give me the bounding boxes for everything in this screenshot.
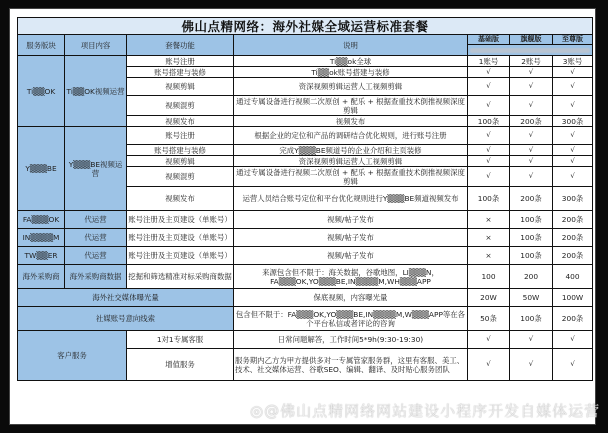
project-cell: 代运营 [65,229,127,247]
table-row [18,307,593,331]
value-premium: √ [553,349,593,381]
value-premium: √ [553,67,593,78]
feature-cell: 账号注册及主页建设（单账号） [127,211,234,229]
block-instagram: IN▒▒▒▒M [18,229,65,247]
value-premium: √ [553,156,593,167]
watermark-text: ◎@佛山点精网络网站建设小程序开发自媒体运营 [250,402,601,420]
value-flagship: √ [510,78,553,96]
desc-cell: 运营人员结合账号定位和平台优化规则进行Y▒▒▒BE频道视频发布 [234,187,468,211]
value-flagship: 50W [510,289,553,307]
feature-cell: 账号注册及主页建设（单账号） [127,247,234,265]
desc-cell: 通过专属设备进行视频二次原创 + 配乐 + 根据查重技术倒推视频深度剪辑 [234,96,468,116]
table-row [18,289,593,307]
table-row [18,211,593,229]
value-premium: √ [553,78,593,96]
block-overseas-buyers: 海外采购商 [18,265,65,289]
table-row [18,229,593,247]
value-premium: 3账号 [553,56,593,67]
desc-cell: 保底视频，内容曝光量 [234,289,468,307]
value-basic: √ [468,145,510,156]
desc-cell: Ti▒▒ok全球 [234,56,468,67]
header-tier-premium: 至尊版 [553,35,593,45]
project-youtube: Y▒▒▒BE视频运营 [65,127,127,211]
block-customer-service: 客户服务 [18,331,127,381]
header-description: 说明 [234,35,468,56]
value-basic: 100 [468,265,510,289]
page-title: 佛山点精网络：海外社媒全域运营标准套餐 [18,18,593,35]
value-basic: × [468,211,510,229]
value-basic: √ [468,96,510,116]
value-basic: √ [468,331,510,349]
desc-cell: 服务期内乙方为甲方提供多对一专属管家服务群，这里有客服、美工、技术、社交媒体运营、谷歌SEO、编辑、翻译、及时贴心服务团队 [234,349,468,381]
desc-cell: 视频/帖子发布 [234,247,468,265]
value-basic: 20W [468,289,510,307]
value-flagship: √ [510,67,553,78]
value-basic: × [468,247,510,265]
feature-cell: 账号注册 [127,127,234,145]
value-flagship: √ [510,349,553,381]
value-premium: √ [553,145,593,156]
value-premium: 200条 [553,211,593,229]
value-flagship: √ [510,145,553,156]
value-basic: √ [468,167,510,187]
desc-cell: 资深视频剪辑运营人工视频剪辑 [234,78,468,96]
desc-cell: 完成Y▒▒▒BE频道号的企业介绍和主页装修 [234,145,468,156]
value-premium: 200条 [553,229,593,247]
block-facebook: FA▒▒▒OK [18,211,65,229]
desc-cell: 日常问题解答，工作时间5*9h(9:30-19:30) [234,331,468,349]
value-premium: √ [553,167,593,187]
value-basic: 1账号 [468,56,510,67]
feature-cell: 视频发布 [127,187,234,211]
value-flagship: 200条 [510,116,553,127]
desc-cell: 通过专属设备进行视频二次原创 + 配乐 + 根据查重技术倒推视频深度剪辑 [234,167,468,187]
desc-cell: 视频/帖子发布 [234,211,468,229]
header-tier-price-blurred [468,45,593,56]
value-flagship: √ [510,331,553,349]
feature-cell: 账号注册 [127,56,234,67]
desc-cell: Ti▒▒ok账号搭建与装修 [234,67,468,78]
table-row [18,56,593,67]
header-tier-basic: 基础版 [468,35,510,45]
value-basic: 50条 [468,307,510,331]
value-flagship: √ [510,127,553,145]
value-basic: × [468,229,510,247]
value-basic: 100条 [468,187,510,211]
value-basic: √ [468,156,510,167]
label-leads: 社媒账号意向线索 [18,307,234,331]
project-cell: 代运营 [65,247,127,265]
value-premium: 200条 [553,247,593,265]
header-feature: 套餐功能 [127,35,234,56]
value-flagship: √ [510,156,553,167]
feature-cell: 视频剪辑 [127,78,234,96]
block-tiktok: Ti▒▒OK [18,56,65,127]
feature-cell: 增值服务 [127,349,234,381]
project-tiktok: Ti▒▒OK视频运营 [65,56,127,127]
feature-cell: 挖掘和筛选精准对标采购商数据 [127,265,234,289]
value-premium: √ [553,331,593,349]
value-basic: 100条 [468,116,510,127]
desc-cell: 视频/帖子发布 [234,229,468,247]
value-basic: √ [468,349,510,381]
value-premium: 300条 [553,116,593,127]
package-table [17,17,593,381]
value-premium: √ [553,127,593,145]
table-row [18,247,593,265]
table-row [18,331,593,349]
desc-cell: 来源包含但不限于：海关数据，谷歌地图，LI▒▒▒N，FA▒▒▒OK,YO▒▒▒BE,IN▒▒▒▒M,WH▒▒▒APP [234,265,468,289]
feature-cell: 账号注册及主页建设（单账号） [127,229,234,247]
feature-cell: 账号搭建与装修 [127,67,234,78]
value-premium: √ [553,96,593,116]
value-flagship: 100条 [510,211,553,229]
value-flagship: 100条 [510,247,553,265]
table-row [18,265,593,289]
feature-cell: 视频发布 [127,116,234,127]
desc-cell: 视频发布 [234,116,468,127]
feature-cell: 视频混剪 [127,96,234,116]
header-service-block: 服务版块 [18,35,65,56]
project-cell: 代运营 [65,211,127,229]
value-flagship: √ [510,96,553,116]
value-flagship: 2账号 [510,56,553,67]
value-flagship: √ [510,167,553,187]
label-exposure: 海外社交媒体曝光量 [18,289,234,307]
desc-cell: 资深视频剪辑运营人工视频剪辑 [234,156,468,167]
feature-cell: 1对1专属客服 [127,331,234,349]
value-basic: √ [468,127,510,145]
desc-cell: 根据企业的定位和产品的调研结合优化规则，进行账号注册 [234,127,468,145]
feature-cell: 视频剪辑 [127,156,234,167]
value-premium: 400 [553,265,593,289]
value-premium: 100W [553,289,593,307]
block-youtube: Y▒▒▒BE [18,127,65,211]
project-buyer-data: 海外采购商数据 [65,265,127,289]
value-premium: 200条 [553,307,593,331]
feature-cell: 视频混剪 [127,167,234,187]
value-premium: 300条 [553,187,593,211]
value-basic: √ [468,67,510,78]
desc-cell: 包含但不限于：FA▒▒▒OK,YO▒▒▒BE,IN▒▒▒▒M,W▒▒▒APP等在各个平台私信或者评论的咨询 [234,307,468,331]
value-flagship: 100条 [510,229,553,247]
table-row [18,127,593,145]
header-tier-flagship: 旗舰版 [510,35,553,45]
header-project: 项目内容 [65,35,127,56]
value-basic: √ [468,78,510,96]
value-flagship: 100条 [510,307,553,331]
value-flagship: 200条 [510,187,553,211]
value-flagship: 200 [510,265,553,289]
block-twitter: TW▒▒ER [18,247,65,265]
feature-cell: 账号搭建与装修 [127,145,234,156]
